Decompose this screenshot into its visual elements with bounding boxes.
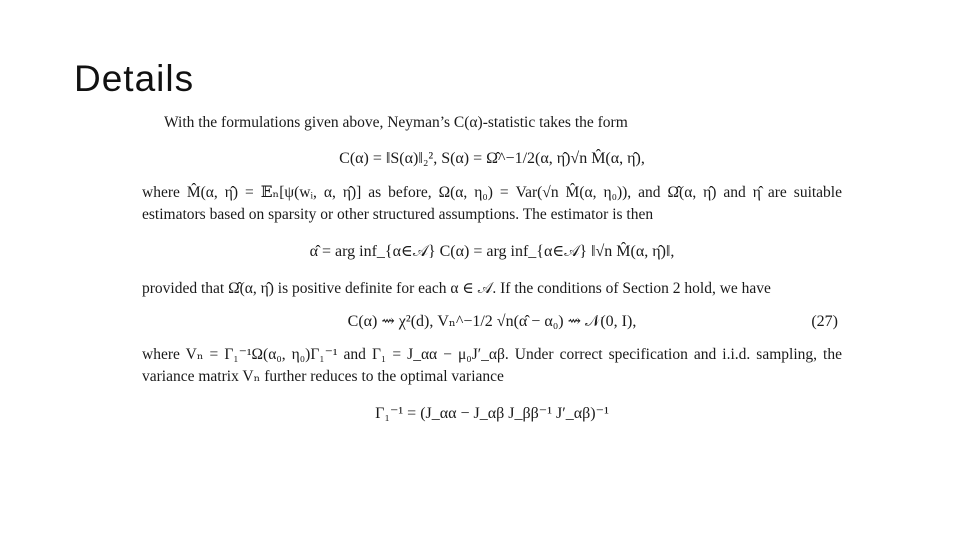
paragraph-definitions: where M̂(α, η̂) = 𝔼ₙ[ψ(wᵢ, α, η̂)] as before, Ω(α, η₀) = Var(√n M̂(α, η₀)), and Ω̂(α, η̂) and η̂ are suitable estimators based on sparsity or other structured assumptions. The estimator is then	[142, 184, 842, 223]
equation-asymptotics	[142, 300, 842, 344]
paragraph-conditions: provided that Ω̂(α, η̂) is positive definite for each α ∈ 𝒜. If the conditions of Section 2 hold, we have	[142, 280, 771, 297]
paragraph-variance: where Vₙ = Γ₁⁻¹Ω(α₀, η₀)Γ₁⁻¹ and Γ₁ = J_αα − μ₀J′_αβ. Under correct specification and i.i.d. sampling, the variance matrix Vₙ further reduces to the optimal variance	[142, 346, 842, 385]
paragraph-intro: With the formulations given above, Neyman’s C(α)-statistic takes the form	[164, 114, 628, 131]
equation-c-alpha: C(α) = ‖S(α)‖₂², S(α) = Ω̂^−1/2(α, η̂)√n M̂(α, η̂),	[339, 150, 645, 167]
slide-title: Details	[74, 58, 195, 99]
paper-excerpt	[142, 112, 842, 440]
equation-optimal-variance: Γ₁⁻¹ = (J_αα − J_αβ J_ββ⁻¹ J′_αβ)⁻¹	[375, 405, 609, 422]
equation-estimator: α̂ = arg inf_{α∈𝒜} C(α) = arg inf_{α∈𝒜} ‖√n M̂(α, η̂)‖,	[309, 243, 675, 260]
equation-number: (27)	[811, 313, 838, 330]
equation-asymptotics-body: C(α) ⇝ χ²(d), Vₙ^−1/2 √n(α̂ − α₀) ⇝ 𝒩(0, I),	[347, 313, 637, 330]
